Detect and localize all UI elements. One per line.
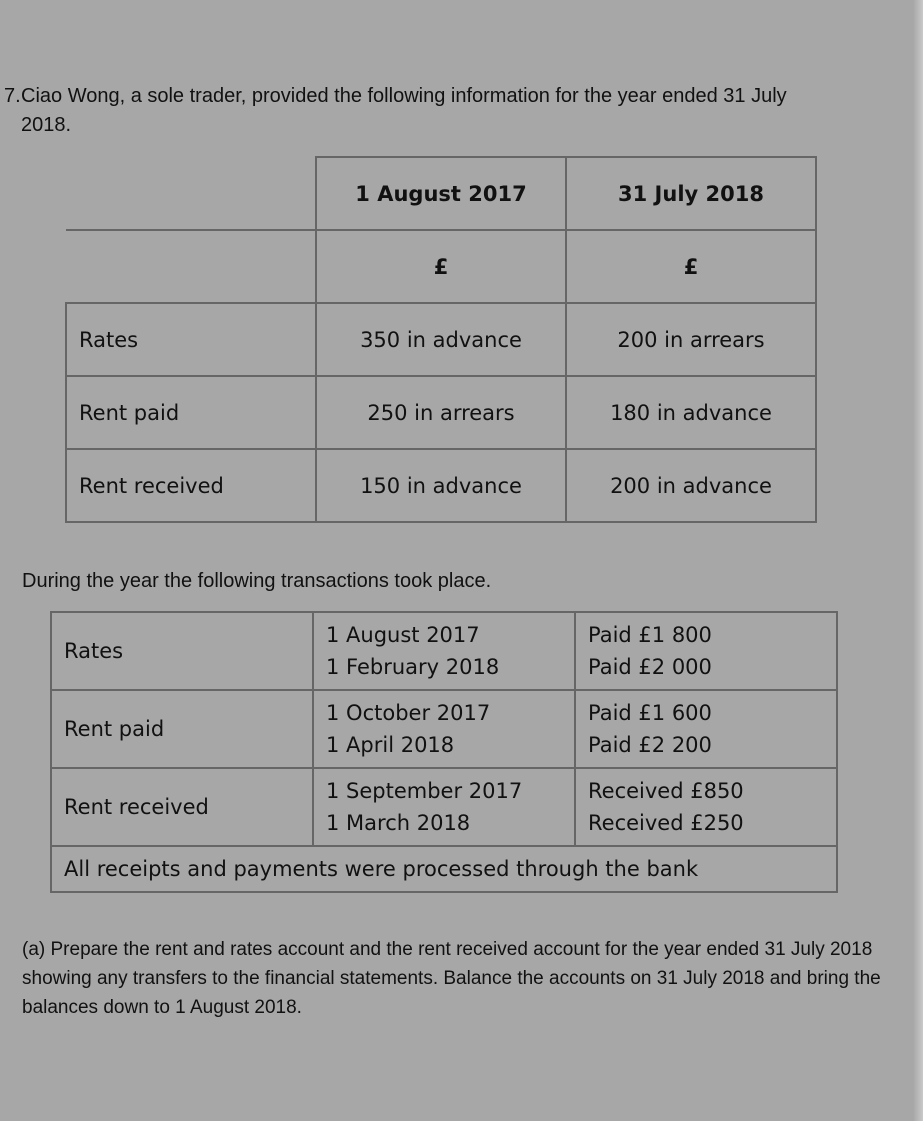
table-row	[66, 157, 816, 230]
table-row	[66, 376, 816, 449]
table-row	[66, 449, 816, 522]
table-row	[66, 230, 816, 303]
dates-cell	[313, 690, 575, 768]
date: 1 February 2018	[326, 655, 500, 679]
row-label: Rent paid	[66, 376, 316, 449]
table-row	[51, 690, 837, 768]
amount: Paid £2 200	[588, 733, 712, 757]
date: 1 October 2017	[326, 701, 491, 725]
question-number: 7.	[4, 85, 21, 107]
balances-table	[65, 156, 817, 523]
date: 1 April 2018	[326, 733, 455, 757]
question-intro-line1: Ciao Wong, a sole trader, provided the following information for the year ended 31 July	[21, 85, 787, 107]
row-label: Rent received	[51, 768, 313, 846]
date: 1 September 2017	[326, 779, 523, 803]
table-cell: 250 in arrears	[316, 376, 566, 449]
amounts-cell	[575, 690, 837, 768]
date: 1 August 2017	[326, 623, 480, 647]
column-header: 1 August 2017	[316, 157, 566, 230]
column-header: 31 July 2018	[566, 157, 816, 230]
table-cell-blank	[66, 157, 316, 230]
amounts-cell	[575, 768, 837, 846]
amount: Paid £2 000	[588, 655, 712, 679]
table-cell: 200 in arrears	[566, 303, 816, 376]
amount: Paid £1 600	[588, 701, 712, 725]
table-row	[66, 303, 816, 376]
table-cell: 180 in advance	[566, 376, 816, 449]
question-intro	[4, 82, 884, 140]
page-edge-shadow	[913, 0, 923, 1121]
question-intro-line2: 2018.	[21, 114, 72, 136]
dates-cell	[313, 768, 575, 846]
transactions-intro: During the year the following transactions took place.	[22, 570, 492, 592]
table-row	[51, 768, 837, 846]
table-note: All receipts and payments were processed through the bank	[51, 846, 837, 892]
amount: Received £250	[588, 811, 744, 835]
table-cell: 350 in advance	[316, 303, 566, 376]
amount: Paid £1 800	[588, 623, 712, 647]
transactions-table	[50, 611, 838, 893]
amounts-cell	[575, 612, 837, 690]
table-row	[51, 846, 837, 892]
table-cell: 200 in advance	[566, 449, 816, 522]
part-a-instruction: (a) Prepare the rent and rates account and the rent received account for the year ended 31 July 2018 showing any transfers to the financial statements. Balance the accounts on 31 July 2018 and bring the balances down to 1 August 2018.	[22, 939, 881, 1018]
dates-cell	[313, 612, 575, 690]
table-cell: 150 in advance	[316, 449, 566, 522]
currency-header: £	[566, 230, 816, 303]
row-label: Rent paid	[51, 690, 313, 768]
amount: Received £850	[588, 779, 744, 803]
currency-header: £	[316, 230, 566, 303]
row-label: Rent received	[66, 449, 316, 522]
row-label: Rates	[66, 303, 316, 376]
table-row	[51, 612, 837, 690]
table-cell-blank	[66, 230, 316, 303]
date: 1 March 2018	[326, 811, 471, 835]
row-label: Rates	[51, 612, 313, 690]
